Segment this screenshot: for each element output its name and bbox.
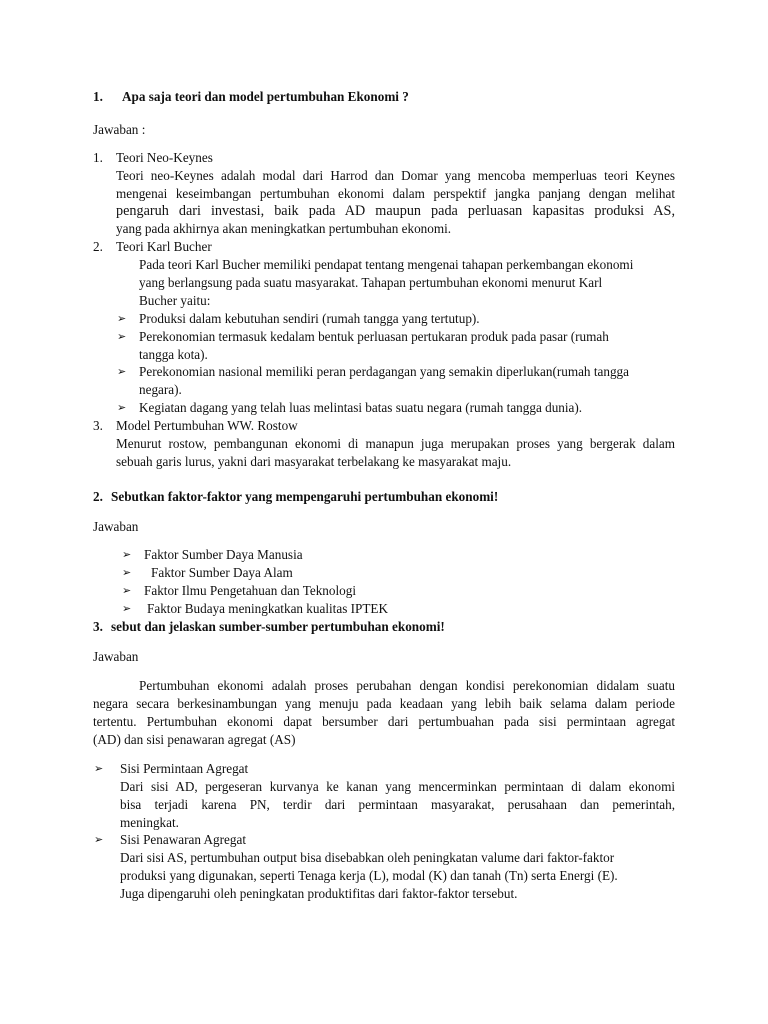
q1-item-1-line: yang pada akhirnya akan meningkatkan pertumbuhan ekonomi. bbox=[116, 221, 452, 236]
q3-section-line: Dari sisi AD, pergeseran kurvanya ke kanan yang mencerminkan permintaan di dalam ekonomi bbox=[120, 779, 675, 794]
bullet-arrow-icon: ➢ bbox=[117, 312, 127, 325]
q3-intro-line: Pertumbuhan ekonomi adalah proses perubahan dengan kondisi perekonomian didalam suatu bbox=[139, 678, 675, 693]
q3-section-line: Dari sisi AS, pertumbuhan output bisa disebabkan oleh peningkatan valume dari faktor-faktor bbox=[120, 850, 615, 865]
q1-bucher-stage: Perekonomian termasuk kedalam bentuk perluasan pertukaran produk pada pasar (rumah bbox=[139, 329, 609, 344]
q1-bucher-stage-cont: tangga kota). bbox=[139, 347, 208, 362]
bullet-arrow-icon: ➢ bbox=[122, 566, 132, 579]
bullet-arrow-icon: ➢ bbox=[122, 548, 132, 561]
q1-item-3-line: Menurut rostow, pembangunan ekonomi di manapun juga merupakan proses yang bergerak dalam bbox=[116, 436, 675, 451]
q2-title: Sebutkan faktor-faktor yang mempengaruhi pertumbuhan ekonomi! bbox=[111, 489, 499, 504]
q1-item-2-title: Teori Karl Bucher bbox=[116, 239, 212, 254]
q1-item-3-number: 3. bbox=[93, 418, 103, 433]
q1-bucher-stage: Perekonomian nasional memiliki peran perdagangan yang semakin diperlukan(rumah tangga bbox=[139, 364, 629, 379]
q3-section-line: meningkat. bbox=[120, 815, 179, 830]
q1-item-1-title: Teori Neo-Keynes bbox=[116, 150, 213, 165]
bullet-arrow-icon: ➢ bbox=[94, 762, 104, 775]
q3-intro-line: negara secara berkesinambungan yang menuju pada keadaan yang lebih baik selama dalam periode bbox=[93, 696, 675, 711]
bullet-arrow-icon: ➢ bbox=[117, 365, 127, 378]
q1-number: 1. bbox=[93, 89, 103, 104]
bullet-arrow-icon: ➢ bbox=[122, 584, 132, 597]
q3-number: 3. bbox=[93, 619, 103, 634]
q2-factor: Faktor Ilmu Pengetahuan dan Teknologi bbox=[144, 583, 356, 598]
q1-item-2-line: Bucher yaitu: bbox=[139, 293, 211, 308]
q1-item-1-line: Teori neo-Keynes adalah modal dari Harrod dan Domar yang mencoba memperluas teori Keynes bbox=[116, 168, 675, 183]
q1-item-1-line: pengaruh dari investasi, baik pada AD maupun pada perluasan kapasitas produksi AS, bbox=[116, 203, 675, 219]
q2-factor: Faktor Sumber Daya Alam bbox=[151, 565, 293, 580]
q3-section-title: Sisi Penawaran Agregat bbox=[120, 832, 246, 847]
bullet-arrow-icon: ➢ bbox=[122, 602, 132, 615]
q1-item-2-line: Pada teori Karl Bucher memiliki pendapat tentang mengenai tahapan perkembangan ekonomi bbox=[139, 257, 634, 272]
q3-intro-line: (AD) dan sisi penawaran agregat (AS) bbox=[93, 732, 296, 747]
q2-factor: Faktor Budaya meningkatkan kualitas IPTEK bbox=[147, 601, 388, 616]
q1-item-3-line: sebuah garis lurus, yakni dari masyarakat terbelakang ke masyarakat maju. bbox=[116, 454, 512, 469]
q3-intro-line: tertentu. Pertumbuhan ekonomi dapat bersumber dari pertumbuahan pada sisi permintaan agregat bbox=[93, 714, 675, 729]
q2-number: 2. bbox=[93, 489, 103, 504]
q3-answer-label: Jawaban bbox=[93, 649, 139, 664]
q1-item-1-number: 1. bbox=[93, 150, 103, 165]
q3-title: sebut dan jelaskan sumber-sumber pertumbuhan ekonomi! bbox=[111, 619, 445, 634]
q2-answer-label: Jawaban bbox=[93, 519, 139, 534]
q1-bucher-stage: Kegiatan dagang yang telah luas melintasi batas suatu negara (rumah tangga dunia). bbox=[139, 400, 583, 415]
q1-bucher-stage-cont: negara). bbox=[139, 382, 182, 397]
q1-item-2-number: 2. bbox=[93, 239, 103, 254]
q3-section-line: Juga dipengaruhi oleh peningkatan produktifitas dari faktor-faktor tersebut. bbox=[120, 886, 518, 901]
bullet-arrow-icon: ➢ bbox=[94, 833, 104, 846]
q1-item-1-line: mengenai keseimbangan pertumbuhan ekonomi dalam perspektif jangka panjang dengan melihat bbox=[116, 186, 675, 201]
q3-section-line: bisa terjadi karena PN, terdir dari permintaan masyarakat, perusahaan dan pemerintah, bbox=[120, 797, 675, 812]
bullet-arrow-icon: ➢ bbox=[117, 330, 127, 343]
bullet-arrow-icon: ➢ bbox=[117, 401, 127, 414]
q1-bucher-stage: Produksi dalam kebutuhan sendiri (rumah tangga yang tertutup). bbox=[139, 311, 480, 326]
q3-section-line: produksi yang digunakan, seperti Tenaga kerja (L), modal (K) dan tanah (Tn) serta Energi (E). bbox=[120, 868, 618, 883]
q3-section-title: Sisi Permintaan Agregat bbox=[120, 761, 249, 776]
q2-factor: Faktor Sumber Daya Manusia bbox=[144, 547, 303, 562]
q1-title: Apa saja teori dan model pertumbuhan Ekonomi ? bbox=[122, 89, 409, 104]
q1-answer-label: Jawaban : bbox=[93, 122, 146, 137]
q1-item-2-line: yang berlangsung pada suatu masyarakat. Tahapan pertumbuhan ekonomi menurut Karl bbox=[139, 275, 603, 290]
q1-item-3-title: Model Pertumbuhan WW. Rostow bbox=[116, 418, 298, 433]
